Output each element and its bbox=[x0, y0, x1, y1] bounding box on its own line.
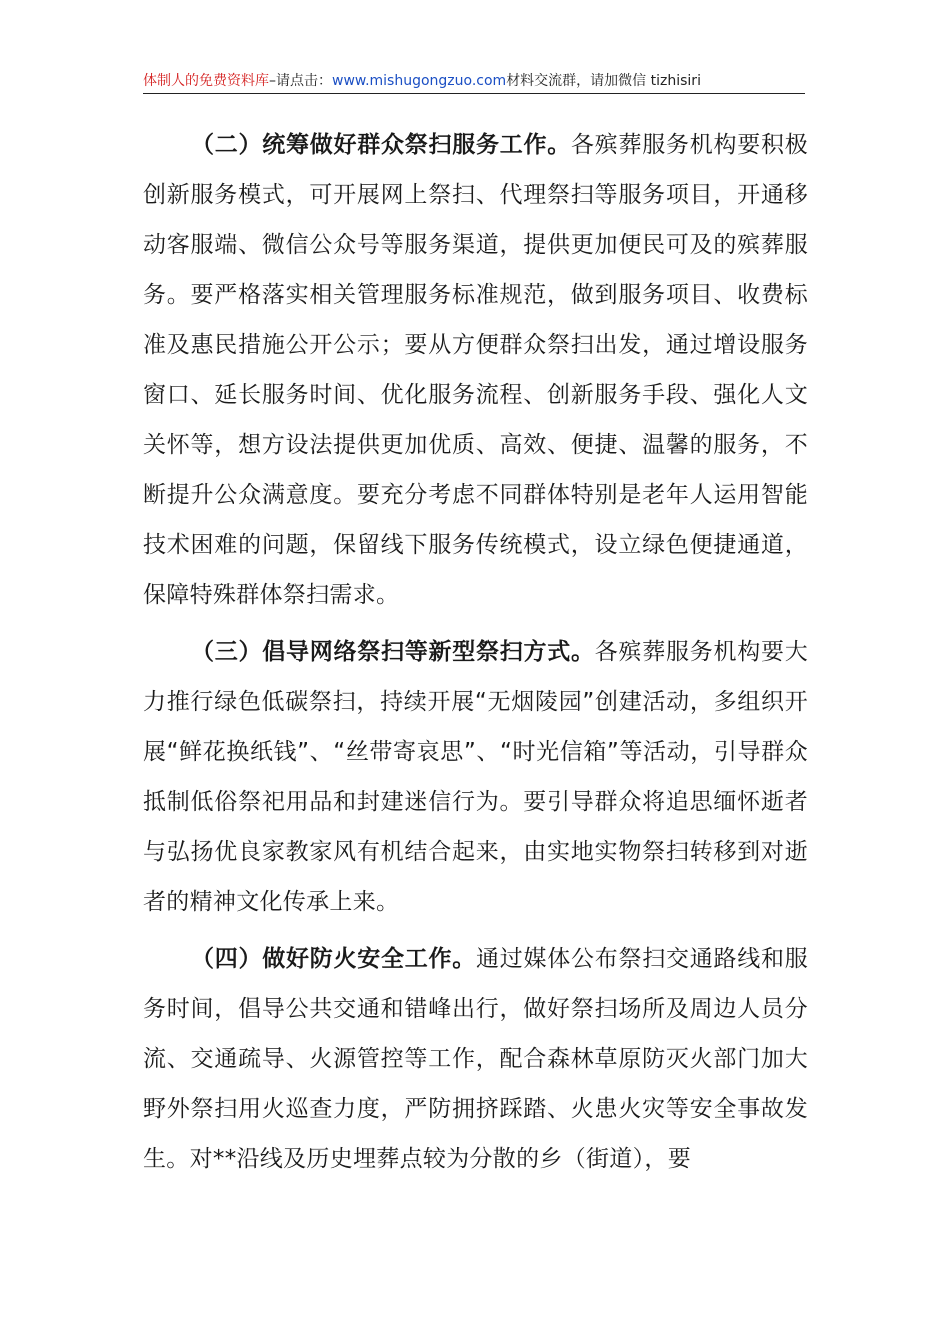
paragraph-heading: （二）统筹做好群众祭扫服务工作。 bbox=[191, 132, 571, 158]
page-header bbox=[143, 71, 805, 94]
paragraph-4 bbox=[143, 934, 808, 1184]
header-url-link[interactable]: www.mishugongzuo.com bbox=[332, 73, 507, 89]
paragraph-3 bbox=[143, 627, 808, 927]
paragraph-text: 通过媒体公布祭扫交通路线和服务时间，倡导公共交通和错峰出行，做好祭扫场所及周边人员分流、交通疏导、火源管控等工作，配合森林草原防灭火部门加大野外祭扫用火巡查力度，严防拥挤踩踏、火患火灾等安全事故发生。对**沿线及历史埋葬点较为分散的乡（街道），要 bbox=[143, 946, 809, 1172]
paragraph-text: 各殡葬服务机构要大力推行绿色低碳祭扫，持续开展“无烟陵园”创建活动，多组织开展“鲜花换纸钱”、“丝带寄哀思”、“时光信箱”等活动，引导群众抵制低俗祭祀用品和封建迷信行为。要引导群众将追思缅怀逝者与弘扬优良家教家风有机结合起来，由实地实物祭扫转移到对逝者的精神文化传承上来。 bbox=[143, 639, 808, 915]
paragraph-heading: （三）倡导网络祭扫等新型祭扫方式。 bbox=[191, 639, 595, 665]
paragraph-text: 各殡葬服务机构要积极创新服务模式，可开展网上祭扫、代理祭扫等服务项目，开通移动客服端、微信公众号等服务渠道，提供更加便民可及的殡葬服务。要严格落实相关管理服务标准规范，做到服务项目、收费标准及惠民措施公开公示；要从方便群众祭扫出发，通过增设服务窗口、延长服务时间、优化服务流程、创新服务手段、强化人文关怀等，想方设法提供更加优质、高效、便捷、温馨的服务，不断提升公众满意度。要充分考虑不同群体特别是老年人运用智能技术困难的问题，保留线下服务传统模式，设立绿色便捷通道，保障特殊群体祭扫需求。 bbox=[143, 132, 808, 608]
header-site-name: 体制人的免费资料库 bbox=[143, 73, 269, 89]
paragraph-2 bbox=[143, 120, 808, 620]
header-prompt: –请点击： bbox=[269, 73, 332, 89]
document-body bbox=[143, 120, 808, 1191]
paragraph-heading: （四）做好防火安全工作。 bbox=[191, 946, 476, 972]
header-contact: 材料交流群，请加微信 tizhisiri bbox=[506, 73, 701, 89]
